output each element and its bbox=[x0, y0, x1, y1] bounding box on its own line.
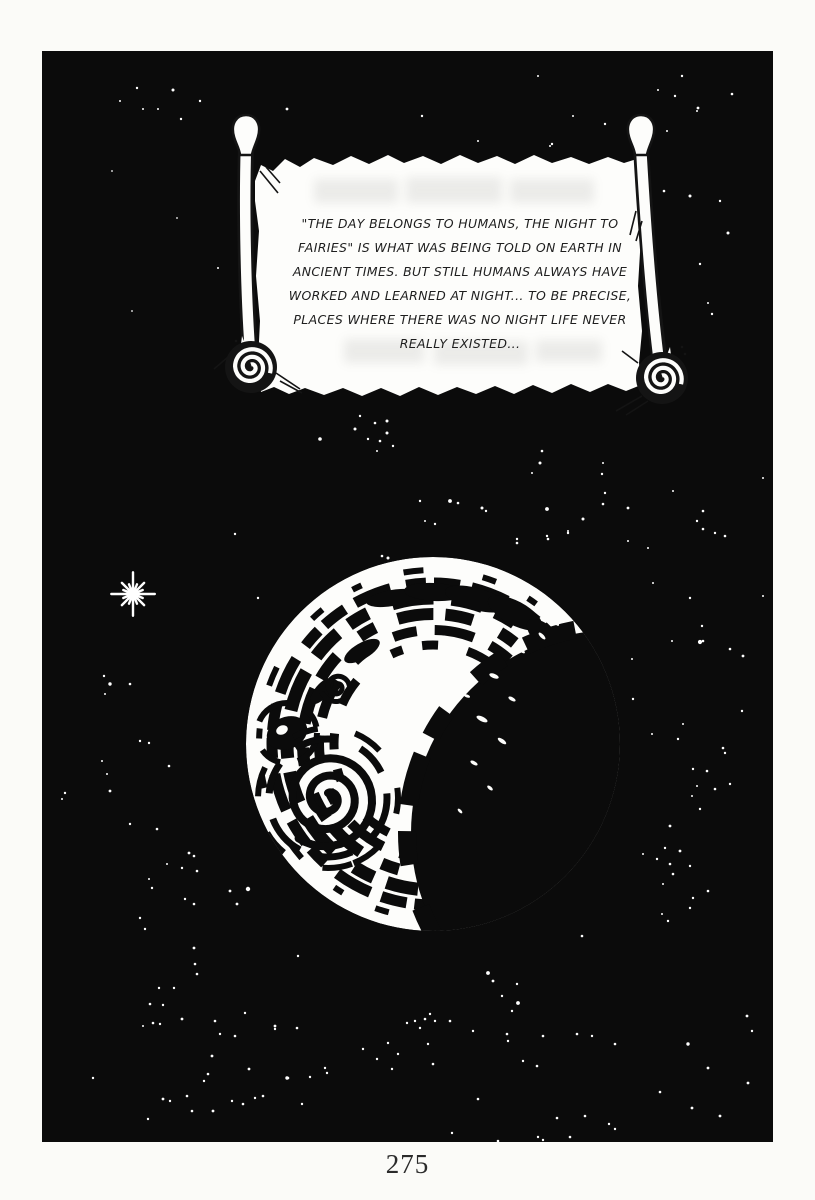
scroll-caption bbox=[210, 212, 710, 356]
space-panel bbox=[42, 51, 773, 1142]
page-number: 275 bbox=[385, 1149, 430, 1179]
earth-illustration bbox=[238, 549, 773, 1040]
caption-line: FAIRIES" IS WHAT WAS BEING TOLD ON EARTH IN bbox=[297, 240, 623, 255]
caption-line: REALLY EXISTED... bbox=[399, 336, 521, 351]
caption-line: WORKED AND LEARNED AT NIGHT... TO BE PRECISE, bbox=[288, 288, 632, 303]
caption-line: "THE DAY BELONGS TO HUMANS, THE NIGHT TO bbox=[301, 216, 619, 231]
bright-star-core bbox=[128, 589, 138, 599]
caption-line: PLACES WHERE THERE WAS NO NIGHT LIFE NEVER bbox=[293, 312, 627, 327]
scroll-left-pole-knob bbox=[233, 115, 259, 155]
scroll-right-pole-knob bbox=[628, 115, 654, 155]
caption-line: ANCIENT TIMES. BUT STILL HUMANS ALWAYS HAVE bbox=[292, 264, 628, 279]
